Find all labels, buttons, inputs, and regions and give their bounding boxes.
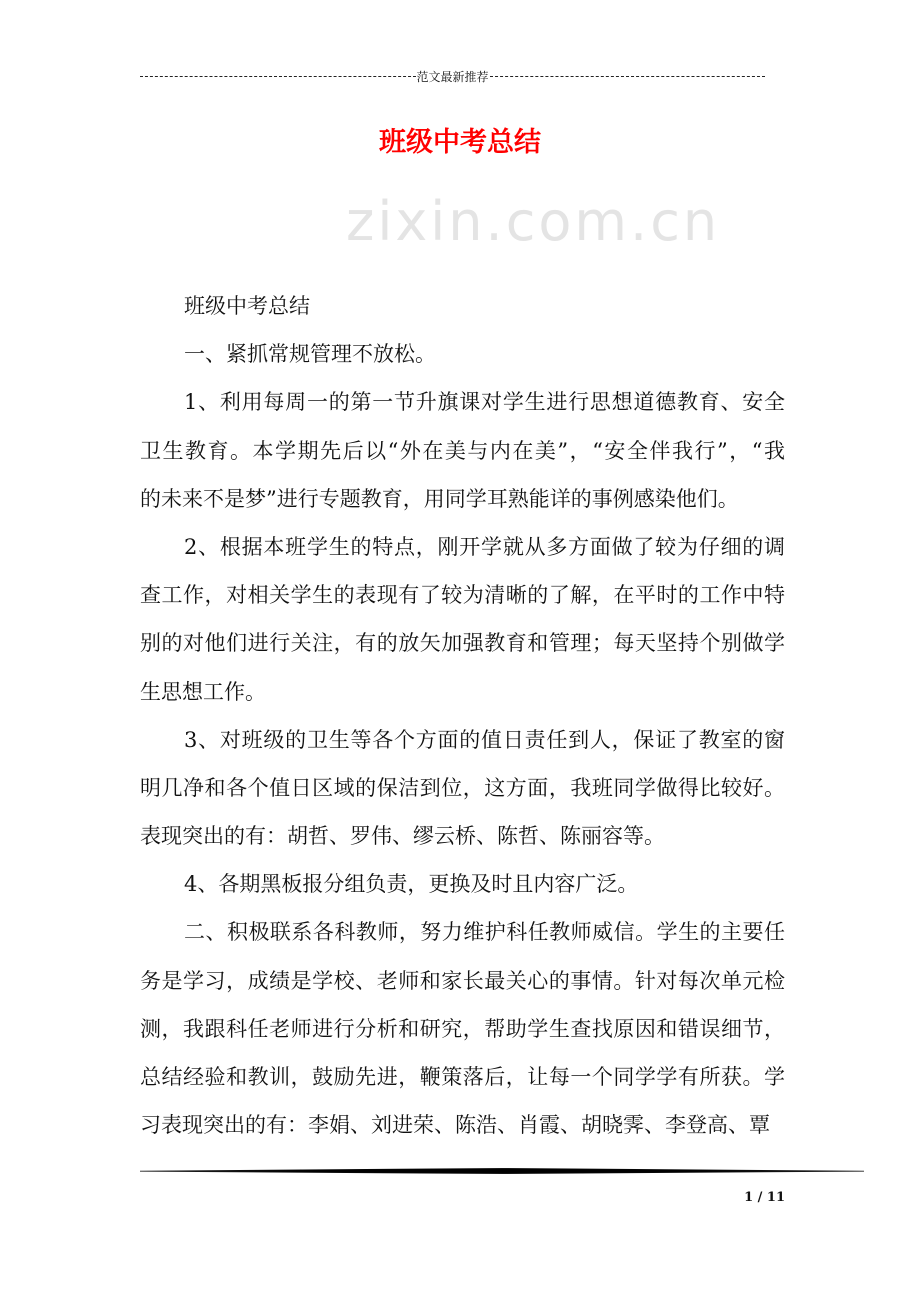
text-line: 别的对他们进行关注，有的放矢加强教育和管理；每天坚持个别做学 — [140, 631, 785, 656]
text-line: 卫生教育。本学期先后以“外在美与内在美”，“安全伴我行”，“我 — [140, 438, 785, 463]
paragraph — [140, 866, 785, 914]
text-line: 1、利用每周一的第一节升旗课对学生进行思想道德教育、安全 — [184, 390, 785, 415]
paragraph — [140, 722, 785, 867]
text-line: 3、对班级的卫生等各个方面的值日责任到人，保证了教室的窗 — [184, 727, 785, 752]
text-line: 生思想工作。 — [140, 679, 266, 704]
text-line: 一、紧抓常规管理不放松。 — [184, 342, 436, 367]
text-line: 4、各期黑板报分组负责，更换及时且内容广泛。 — [184, 872, 639, 897]
text-line: 习表现突出的有：李娟、刘进荣、陈浩、肖霞、胡晓霁、李登高、覃 — [140, 1113, 770, 1138]
paragraph — [140, 384, 785, 529]
paragraph — [140, 914, 785, 1155]
paragraph — [140, 336, 785, 384]
page-number: 1 / 11 — [744, 1190, 785, 1205]
text-line: 总结经验和教训，鼓励先进，鞭策落后，让每一个同学学有所获。学 — [140, 1065, 785, 1089]
header-label: 范文最新推荐 — [416, 69, 489, 84]
text-line: 2、根据本班学生的特点，刚开学就从多方面做了较为仔细的调 — [184, 534, 785, 559]
text-line: 务是学习，成绩是学校、老师和家长最关心的事情。针对每次单元检 — [140, 968, 785, 993]
header-dash-right — [490, 76, 766, 77]
footer-rule — [140, 1168, 864, 1174]
text-line: 测，我跟科任老师进行分析和研究，帮助学生查找原因和错误细节， — [140, 1016, 785, 1041]
paragraph — [140, 288, 785, 336]
text-line: 班级中考总结 — [184, 294, 310, 318]
watermark: zixin.com.cn — [346, 190, 721, 253]
text-line: 二、积极联系各科教师，努力维护科任教师威信。学生的主要任 — [184, 920, 785, 945]
paragraph — [140, 529, 785, 722]
document-body — [140, 288, 785, 1155]
header-dash-left — [140, 76, 416, 77]
document-title: 班级中考总结 — [379, 127, 541, 158]
text-line: 查工作，对相关学生的表现有了较为清晰的了解，在平时的工作中特 — [140, 583, 785, 608]
text-line: 表现突出的有：胡哲、罗伟、缪云桥、陈哲、陈丽容等。 — [140, 824, 665, 849]
text-line: 的未来不是梦”进行专题教育，用同学耳熟能详的事例感染他们。 — [140, 486, 739, 511]
page-header — [140, 66, 765, 86]
text-line: 明几净和各个值日区域的保洁到位，这方面，我班同学做得比较好。 — [140, 775, 785, 800]
